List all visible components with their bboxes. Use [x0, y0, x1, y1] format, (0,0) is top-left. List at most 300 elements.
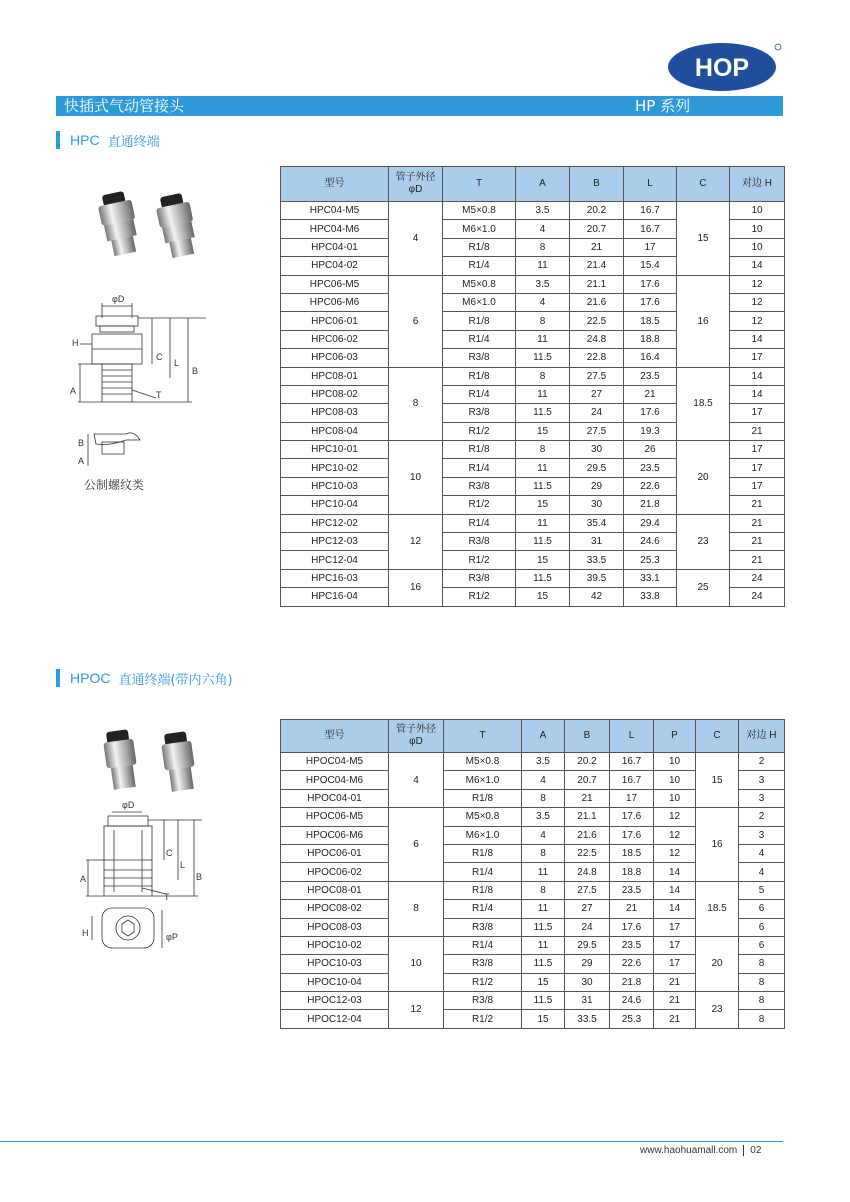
section-hpoc-head — [56, 668, 233, 688]
value-cell: 14 — [730, 367, 785, 385]
value-cell: M5×0.8 — [444, 753, 522, 771]
label-L: L — [174, 358, 180, 368]
model-cell: HPOC06-02 — [281, 863, 389, 881]
table-row — [281, 202, 785, 220]
value-cell: 11.5 — [522, 918, 565, 936]
value-cell: 29 — [565, 955, 610, 973]
value-cell: R1/8 — [444, 789, 522, 807]
label-T: T — [156, 390, 162, 400]
column-header: 型号 — [281, 167, 389, 202]
value-cell: R1/8 — [443, 312, 516, 330]
table-row — [281, 275, 785, 293]
model-cell: HPOC04-M5 — [281, 753, 389, 771]
model-cell: HPC12-02 — [281, 514, 389, 532]
value-cell: 21 — [565, 789, 610, 807]
value-cell: R3/8 — [443, 533, 516, 551]
value-cell: 21 — [610, 900, 654, 918]
page-title: 快插式气动管接头 — [64, 97, 185, 115]
c-cell: 18.5 — [677, 367, 730, 441]
label-L: L — [180, 860, 186, 870]
value-cell: 22.6 — [624, 477, 677, 495]
model-cell: HPC10-01 — [281, 441, 389, 459]
value-cell: 27.5 — [570, 367, 624, 385]
value-cell: M5×0.8 — [444, 808, 522, 826]
model-cell: HPC06-02 — [281, 330, 389, 348]
footer-rule — [0, 1141, 783, 1142]
label-phiP: φP — [166, 932, 178, 942]
value-cell: 33.8 — [624, 588, 677, 606]
value-cell: R1/4 — [443, 385, 516, 403]
model-cell: HPC04-02 — [281, 257, 389, 275]
model-cell: HPOC12-03 — [281, 992, 389, 1010]
table-row — [281, 367, 785, 385]
label-B: B — [196, 872, 203, 882]
value-cell: 30 — [565, 973, 610, 991]
value-cell: R1/4 — [444, 863, 522, 881]
model-cell: HPC06-01 — [281, 312, 389, 330]
value-cell: 20.7 — [570, 220, 624, 238]
value-cell: 12 — [654, 844, 696, 862]
value-cell: R1/2 — [443, 588, 516, 606]
value-cell: 21.4 — [570, 257, 624, 275]
value-cell: 10 — [730, 202, 785, 220]
model-cell: HPOC04-01 — [281, 789, 389, 807]
footer-separator — [743, 1145, 744, 1156]
tube-od-cell: 10 — [389, 441, 443, 515]
model-cell: HPC12-03 — [281, 533, 389, 551]
value-cell: 8 — [739, 992, 785, 1010]
column-header: L — [610, 720, 654, 753]
value-cell: 14 — [654, 881, 696, 899]
value-cell: 21.6 — [570, 293, 624, 311]
value-cell: 8 — [516, 312, 570, 330]
value-cell: 20.2 — [570, 202, 624, 220]
value-cell: R1/4 — [443, 330, 516, 348]
model-cell: HPOC10-04 — [281, 973, 389, 991]
table-row — [281, 936, 785, 954]
value-cell: 4 — [739, 844, 785, 862]
value-cell: 17 — [654, 936, 696, 954]
label-H: H — [82, 928, 89, 938]
value-cell: R1/2 — [443, 551, 516, 569]
value-cell: 11 — [516, 514, 570, 532]
section-name: 直通终端 — [107, 134, 160, 150]
value-cell: 24.8 — [565, 863, 610, 881]
c-cell: 20 — [696, 936, 739, 991]
value-cell: 2 — [739, 753, 785, 771]
label-H: H — [72, 338, 79, 348]
label-A: A — [80, 874, 87, 884]
value-cell: 14 — [730, 257, 785, 275]
value-cell: 25.3 — [624, 551, 677, 569]
model-cell: HPOC06-01 — [281, 844, 389, 862]
column-header: T — [444, 720, 522, 753]
hpc-spec-table — [280, 166, 785, 607]
value-cell: 14 — [654, 863, 696, 881]
value-cell: 11 — [516, 459, 570, 477]
value-cell: 23.5 — [610, 936, 654, 954]
c-cell: 16 — [677, 275, 730, 367]
value-cell: 30 — [570, 441, 624, 459]
section-marker — [56, 131, 60, 149]
hpoc-spec-table — [280, 719, 785, 1029]
value-cell: 33.1 — [624, 569, 677, 587]
value-cell: R1/2 — [443, 422, 516, 440]
value-cell: 21 — [654, 992, 696, 1010]
value-cell: 6 — [739, 936, 785, 954]
value-cell: 18.5 — [610, 844, 654, 862]
column-header: 型号 — [281, 720, 389, 753]
value-cell: 11 — [516, 330, 570, 348]
hpc-product-photo — [76, 190, 206, 270]
value-cell: 3.5 — [522, 753, 565, 771]
value-cell: 17 — [610, 789, 654, 807]
value-cell: R3/8 — [443, 477, 516, 495]
label-phiD: φD — [122, 800, 135, 810]
value-cell: 23.5 — [624, 367, 677, 385]
value-cell: R1/4 — [443, 514, 516, 532]
model-cell: HPC04-M6 — [281, 220, 389, 238]
value-cell: 4 — [522, 826, 565, 844]
value-cell: 15 — [522, 973, 565, 991]
tube-od-cell: 6 — [389, 275, 443, 367]
value-cell: 15.4 — [624, 257, 677, 275]
model-cell: HPC16-03 — [281, 569, 389, 587]
value-cell: 11 — [516, 257, 570, 275]
value-cell: 25.3 — [610, 1010, 654, 1028]
value-cell: 24.6 — [610, 992, 654, 1010]
tube-od-cell: 6 — [389, 808, 444, 882]
model-cell: HPC08-02 — [281, 385, 389, 403]
value-cell: M6×1.0 — [443, 220, 516, 238]
value-cell: R1/4 — [443, 459, 516, 477]
column-header: 对边 H — [730, 167, 785, 202]
value-cell: 11.5 — [522, 992, 565, 1010]
label-A2: A — [78, 456, 85, 466]
value-cell: 18.8 — [624, 330, 677, 348]
value-cell: 29.5 — [570, 459, 624, 477]
model-cell: HPOC10-03 — [281, 955, 389, 973]
value-cell: 30 — [570, 496, 624, 514]
table-row — [281, 441, 785, 459]
value-cell: 21 — [730, 533, 785, 551]
value-cell: 11 — [522, 863, 565, 881]
value-cell: 3.5 — [522, 808, 565, 826]
model-cell: HPC04-M5 — [281, 202, 389, 220]
hpoc-product-photo — [80, 726, 210, 806]
model-cell: HPOC12-04 — [281, 1010, 389, 1028]
label-B2: B — [78, 438, 85, 448]
model-cell: HPC08-01 — [281, 367, 389, 385]
value-cell: 8 — [516, 441, 570, 459]
model-cell: HPOC06-M6 — [281, 826, 389, 844]
value-cell: R3/8 — [443, 349, 516, 367]
column-header: C — [696, 720, 739, 753]
value-cell: 21 — [730, 422, 785, 440]
section-hpc-head — [56, 130, 160, 150]
value-cell: 11.5 — [516, 477, 570, 495]
model-cell: HPC10-02 — [281, 459, 389, 477]
value-cell: R1/2 — [444, 973, 522, 991]
column-header: 管子外径 φD — [389, 720, 444, 753]
column-header: B — [570, 167, 624, 202]
tube-od-cell: 12 — [389, 992, 444, 1029]
value-cell: R1/2 — [443, 496, 516, 514]
value-cell: 3 — [739, 789, 785, 807]
tube-od-cell: 4 — [389, 753, 444, 808]
title-bar — [56, 96, 783, 116]
value-cell: 15 — [516, 496, 570, 514]
tube-od-cell: 8 — [389, 367, 443, 441]
value-cell: 11 — [516, 385, 570, 403]
section-code: HPC — [70, 132, 100, 148]
table-row — [281, 514, 785, 532]
model-cell: HPC06-M6 — [281, 293, 389, 311]
value-cell: R1/2 — [444, 1010, 522, 1028]
value-cell: 17.6 — [610, 826, 654, 844]
value-cell: 17 — [654, 918, 696, 936]
model-cell: HPOC04-M6 — [281, 771, 389, 789]
c-cell: 18.5 — [696, 881, 739, 936]
value-cell: 12 — [654, 808, 696, 826]
hpc-dimension-drawing — [66, 294, 216, 469]
value-cell: 15 — [522, 1010, 565, 1028]
model-cell: HPC04-01 — [281, 238, 389, 256]
value-cell: 31 — [565, 992, 610, 1010]
table-row — [281, 992, 785, 1010]
value-cell: 8 — [522, 844, 565, 862]
value-cell: 42 — [570, 588, 624, 606]
value-cell: R3/8 — [444, 992, 522, 1010]
value-cell: 17 — [730, 477, 785, 495]
value-cell: 10 — [654, 753, 696, 771]
model-cell: HPC08-04 — [281, 422, 389, 440]
value-cell: 17 — [730, 404, 785, 422]
section-marker — [56, 669, 60, 687]
value-cell: 6 — [739, 918, 785, 936]
drawing-caption: 公制螺纹类 — [84, 478, 145, 492]
column-header: 管子外径 φD — [389, 167, 443, 202]
c-cell: 23 — [677, 514, 730, 569]
value-cell: 27 — [570, 385, 624, 403]
value-cell: 21 — [730, 514, 785, 532]
value-cell: 21 — [730, 496, 785, 514]
value-cell: R1/8 — [444, 844, 522, 862]
tube-od-cell: 16 — [389, 569, 443, 606]
value-cell: 10 — [654, 771, 696, 789]
value-cell: 10 — [654, 789, 696, 807]
value-cell: 21 — [654, 973, 696, 991]
value-cell: 29.4 — [624, 514, 677, 532]
c-cell: 20 — [677, 441, 730, 515]
table-row — [281, 753, 785, 771]
label-B: B — [192, 366, 199, 376]
value-cell: 29 — [570, 477, 624, 495]
model-cell: HPC06-M5 — [281, 275, 389, 293]
value-cell: 14 — [730, 385, 785, 403]
value-cell: R1/8 — [443, 367, 516, 385]
value-cell: M6×1.0 — [444, 826, 522, 844]
value-cell: 20.7 — [565, 771, 610, 789]
value-cell: 21 — [570, 238, 624, 256]
value-cell: 17 — [730, 459, 785, 477]
value-cell: 14 — [654, 900, 696, 918]
value-cell: 27.5 — [570, 422, 624, 440]
section-name: 直通终端(带内六角) — [118, 672, 233, 688]
value-cell: 27.5 — [565, 881, 610, 899]
value-cell: 21 — [730, 551, 785, 569]
value-cell: 12 — [730, 275, 785, 293]
column-header: C — [677, 167, 730, 202]
value-cell: 21.1 — [570, 275, 624, 293]
value-cell: 11.5 — [516, 404, 570, 422]
value-cell: 4 — [516, 220, 570, 238]
c-cell: 15 — [696, 753, 739, 808]
c-cell: 15 — [677, 202, 730, 276]
value-cell: 8 — [739, 973, 785, 991]
section-code: HPOC — [70, 670, 111, 686]
label-C: C — [166, 848, 173, 858]
value-cell: 3.5 — [516, 275, 570, 293]
tube-od-cell: 12 — [389, 514, 443, 569]
value-cell: R1/4 — [444, 900, 522, 918]
value-cell: 23.5 — [610, 881, 654, 899]
column-header: P — [654, 720, 696, 753]
value-cell: 10 — [730, 220, 785, 238]
value-cell: M6×1.0 — [443, 293, 516, 311]
value-cell: 17.6 — [610, 808, 654, 826]
value-cell: 11.5 — [522, 955, 565, 973]
value-cell: 17 — [730, 349, 785, 367]
value-cell: 16.7 — [624, 220, 677, 238]
tube-od-cell: 10 — [389, 936, 444, 991]
value-cell: 18.5 — [624, 312, 677, 330]
value-cell: M5×0.8 — [443, 202, 516, 220]
value-cell: 22.8 — [570, 349, 624, 367]
value-cell: 16.7 — [624, 202, 677, 220]
label-C: C — [156, 352, 163, 362]
value-cell: 22.5 — [565, 844, 610, 862]
model-cell: HPOC08-03 — [281, 918, 389, 936]
value-cell: 22.5 — [570, 312, 624, 330]
c-cell: 16 — [696, 808, 739, 882]
model-cell: HPOC06-M5 — [281, 808, 389, 826]
tube-od-cell: 4 — [389, 202, 443, 276]
table-row — [281, 569, 785, 587]
value-cell: 18.8 — [610, 863, 654, 881]
value-cell: R1/8 — [443, 238, 516, 256]
value-cell: 24 — [565, 918, 610, 936]
value-cell: 24 — [730, 569, 785, 587]
value-cell: 3.5 — [516, 202, 570, 220]
value-cell: 17 — [654, 955, 696, 973]
value-cell: 4 — [516, 293, 570, 311]
logo-text: HOP — [694, 54, 750, 82]
value-cell: R3/8 — [443, 404, 516, 422]
page-number: 02 — [750, 1145, 762, 1157]
label-A: A — [70, 386, 77, 396]
value-cell: 8 — [516, 238, 570, 256]
value-cell: 29.5 — [565, 936, 610, 954]
model-cell: HPC16-04 — [281, 588, 389, 606]
value-cell: 17.6 — [624, 275, 677, 293]
value-cell: 24 — [570, 404, 624, 422]
value-cell: 35.4 — [570, 514, 624, 532]
c-cell: 23 — [696, 992, 739, 1029]
value-cell: 5 — [739, 881, 785, 899]
footer-url[interactable]: www.haohuamall.com — [640, 1145, 738, 1157]
value-cell: R3/8 — [444, 918, 522, 936]
c-cell: 25 — [677, 569, 730, 606]
value-cell: 16.7 — [610, 753, 654, 771]
label-T: T — [164, 892, 170, 902]
value-cell: 15 — [516, 588, 570, 606]
value-cell: 21.8 — [624, 496, 677, 514]
value-cell: R1/4 — [443, 257, 516, 275]
value-cell: 12 — [730, 312, 785, 330]
value-cell: 8 — [522, 789, 565, 807]
value-cell: 12 — [730, 293, 785, 311]
value-cell: 26 — [624, 441, 677, 459]
column-header: L — [624, 167, 677, 202]
column-header: 对边 H — [739, 720, 785, 753]
model-cell: HPOC08-01 — [281, 881, 389, 899]
value-cell: M5×0.8 — [443, 275, 516, 293]
value-cell: R1/8 — [443, 441, 516, 459]
value-cell: 33.5 — [570, 551, 624, 569]
model-cell: HPC08-03 — [281, 404, 389, 422]
model-cell: HPOC10-02 — [281, 936, 389, 954]
value-cell: 17 — [624, 238, 677, 256]
model-cell: HPC06-03 — [281, 349, 389, 367]
value-cell: 21 — [654, 1010, 696, 1028]
value-cell: 27 — [565, 900, 610, 918]
column-header: B — [565, 720, 610, 753]
value-cell: 12 — [654, 826, 696, 844]
model-cell: HPC10-03 — [281, 477, 389, 495]
value-cell: 8 — [522, 881, 565, 899]
value-cell: 6 — [739, 900, 785, 918]
value-cell: 8 — [739, 955, 785, 973]
value-cell: 14 — [730, 330, 785, 348]
value-cell: 33.5 — [565, 1010, 610, 1028]
value-cell: 24.8 — [570, 330, 624, 348]
value-cell: 21.6 — [565, 826, 610, 844]
value-cell: R3/8 — [443, 569, 516, 587]
value-cell: 20.2 — [565, 753, 610, 771]
value-cell: 17.6 — [610, 918, 654, 936]
value-cell: 21.8 — [610, 973, 654, 991]
value-cell: 8 — [739, 1010, 785, 1028]
value-cell: 3 — [739, 826, 785, 844]
value-cell: 15 — [516, 422, 570, 440]
value-cell: R3/8 — [444, 955, 522, 973]
value-cell: R1/4 — [444, 936, 522, 954]
model-cell: HPOC08-02 — [281, 900, 389, 918]
value-cell: 3 — [739, 771, 785, 789]
value-cell: 16.4 — [624, 349, 677, 367]
model-cell: HPC12-04 — [281, 551, 389, 569]
value-cell: 31 — [570, 533, 624, 551]
column-header: A — [516, 167, 570, 202]
hpoc-dimension-drawing — [78, 800, 208, 970]
value-cell: 2 — [739, 808, 785, 826]
table-row — [281, 808, 785, 826]
column-header: A — [522, 720, 565, 753]
value-cell: 17.6 — [624, 293, 677, 311]
value-cell: 16.7 — [610, 771, 654, 789]
footer — [640, 1145, 761, 1156]
